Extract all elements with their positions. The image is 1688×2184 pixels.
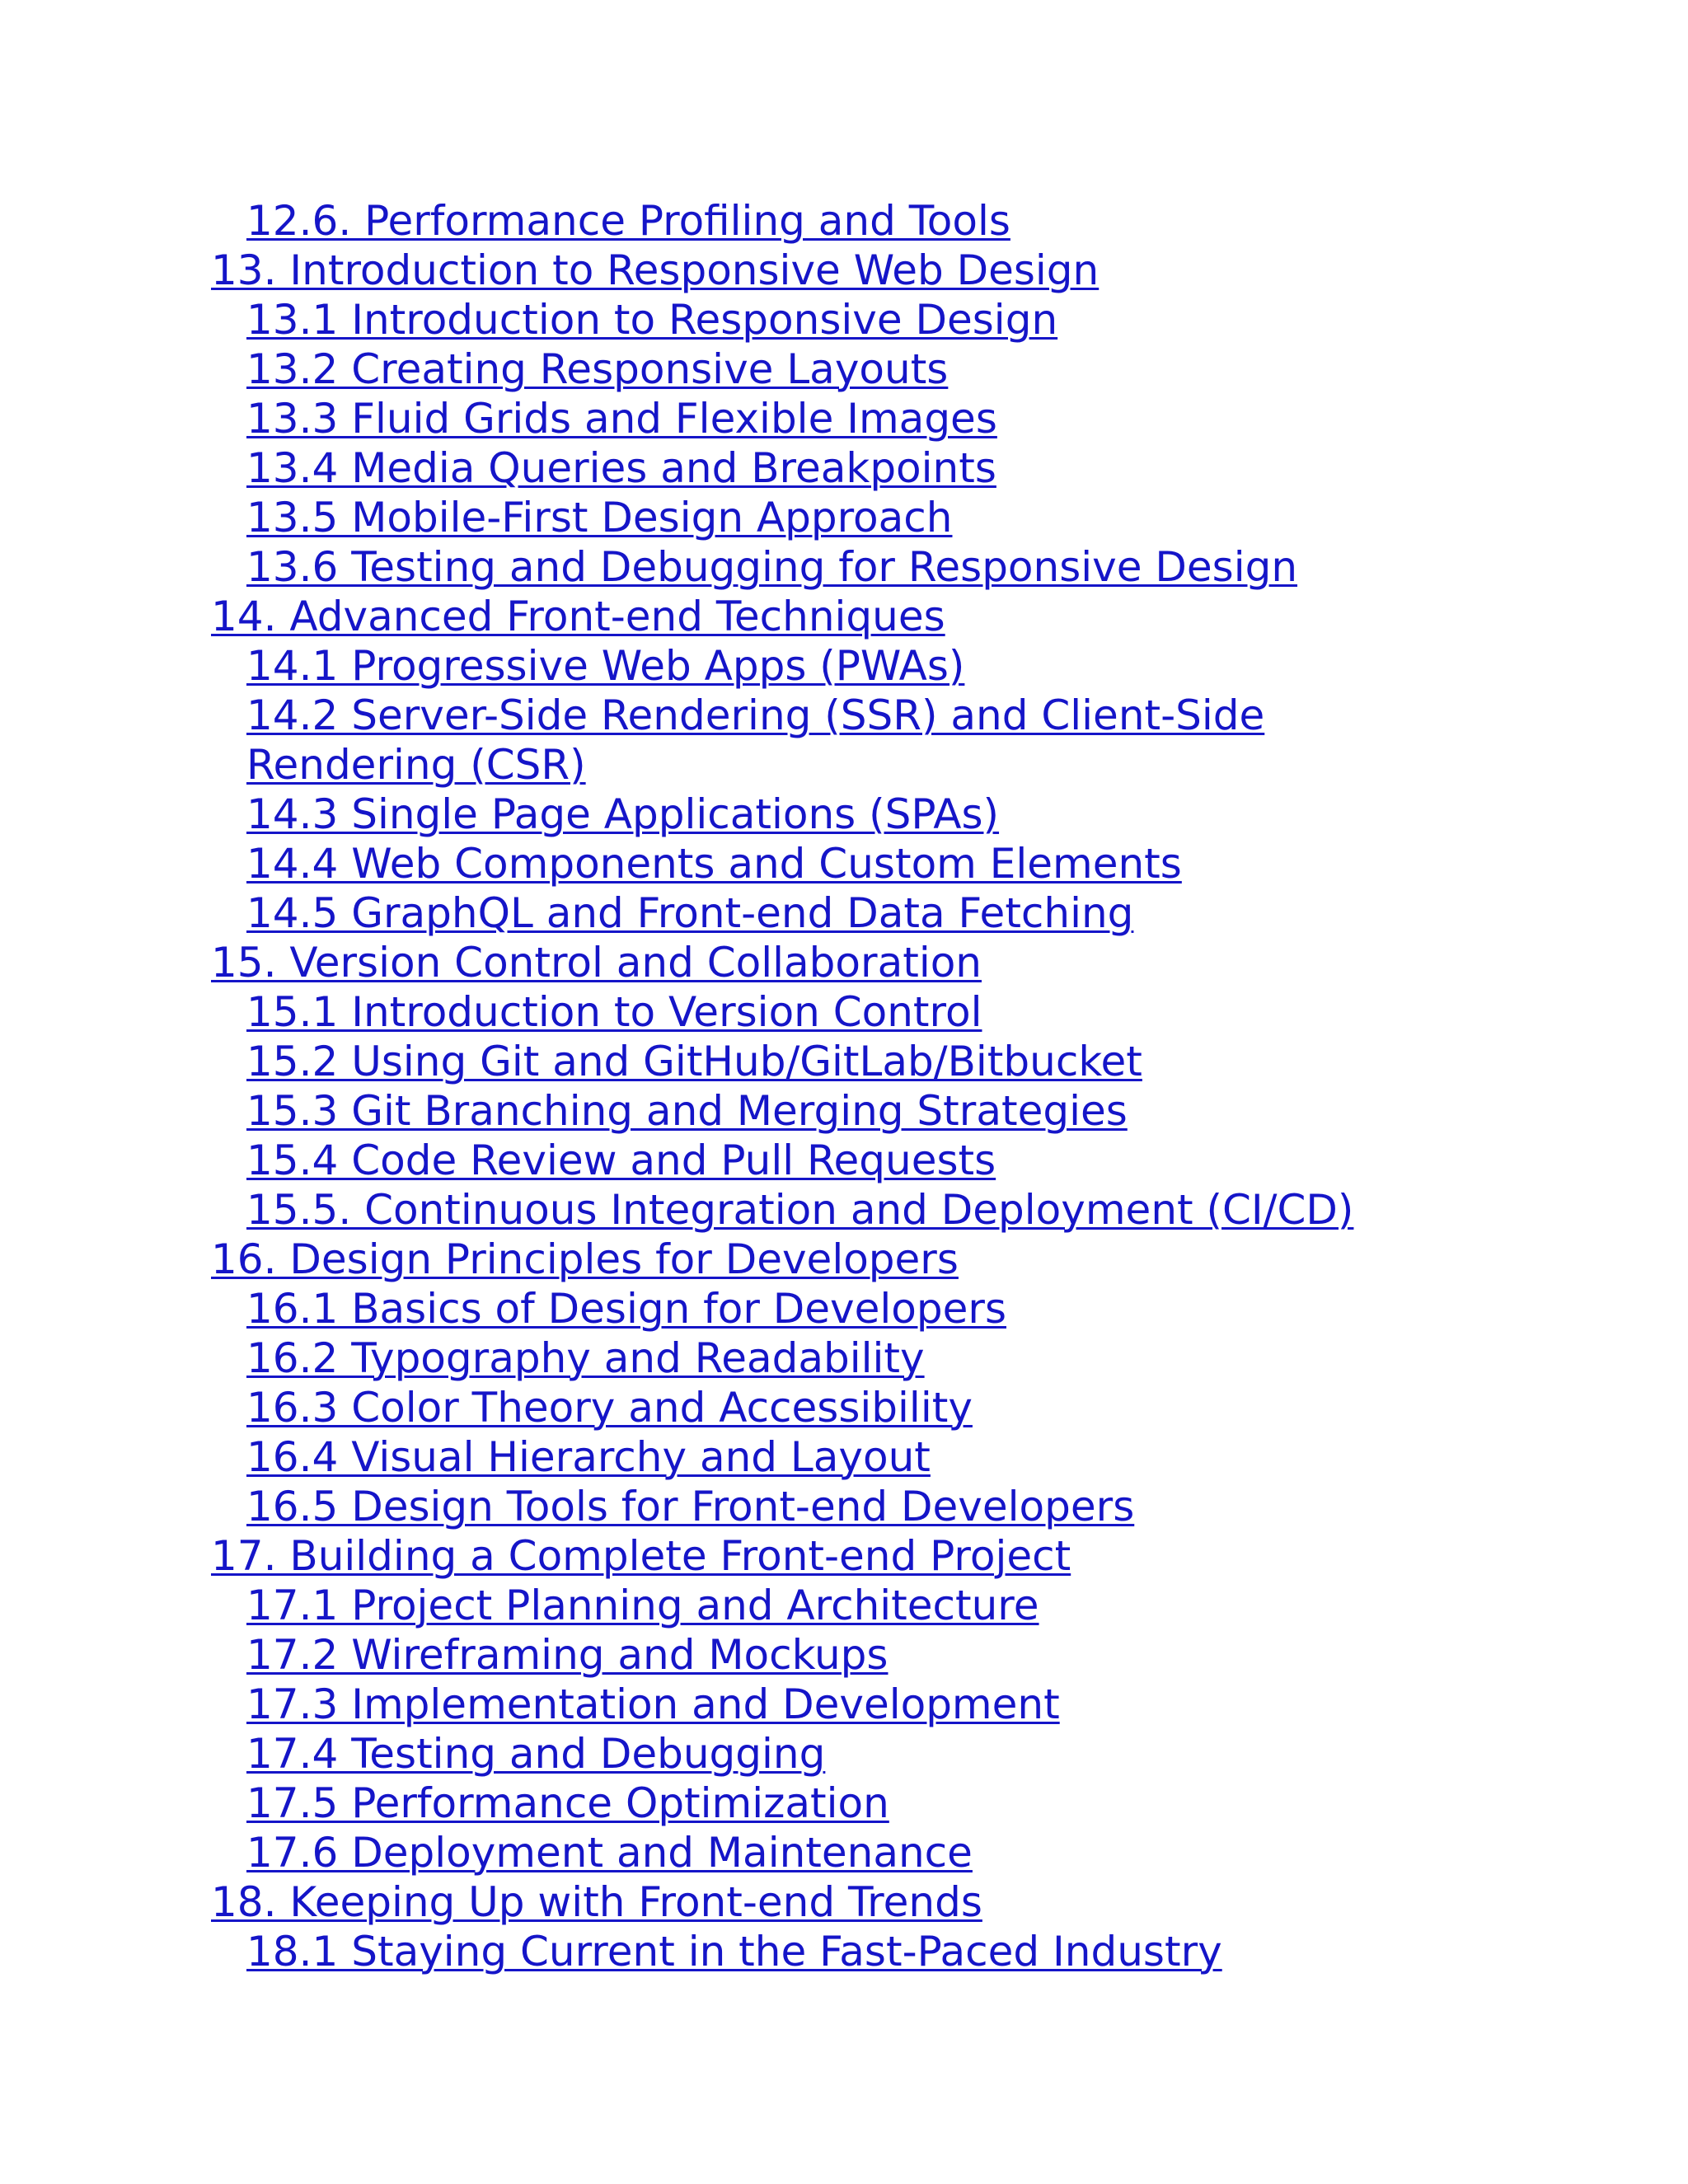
toc-link[interactable]: 17.2 Wireframing and Mockups bbox=[246, 1631, 889, 1679]
toc-link[interactable]: 14.3 Single Page Applications (SPAs) bbox=[246, 790, 1000, 838]
toc-entry bbox=[211, 1828, 1497, 1877]
toc-link[interactable]: 12.6. Performance Profiling and Tools bbox=[246, 197, 1010, 245]
toc-link[interactable]: 17.3 Implementation and Development bbox=[246, 1680, 1060, 1728]
toc-link[interactable]: 13.5 Mobile-First Design Approach bbox=[246, 494, 953, 541]
toc-link[interactable]: 17.6 Deployment and Maintenance bbox=[246, 1829, 973, 1877]
toc-chapter-link[interactable]: 13. Introduction to Responsive Web Design bbox=[211, 246, 1100, 294]
toc-entry bbox=[211, 790, 1497, 839]
toc-chapter bbox=[211, 246, 1497, 295]
toc-link[interactable]: 13.3 Fluid Grids and Flexible Images bbox=[246, 395, 997, 443]
toc-link[interactable]: 14.2 Server-Side Rendering (SSR) and Client-Side Rendering (CSR) bbox=[246, 691, 1265, 789]
toc-entry bbox=[211, 1383, 1497, 1432]
toc-chapter bbox=[211, 1531, 1497, 1581]
toc-entry bbox=[211, 839, 1497, 888]
toc-link[interactable]: 13.6 Testing and Debugging for Responsive Design bbox=[246, 543, 1298, 591]
toc-link[interactable]: 16.2 Typography and Readability bbox=[246, 1334, 925, 1382]
toc-chapter-link[interactable]: 16. Design Principles for Developers bbox=[211, 1235, 959, 1283]
toc-entry bbox=[211, 295, 1497, 344]
toc-link[interactable]: 17.4 Testing and Debugging bbox=[246, 1730, 826, 1778]
toc-entry bbox=[211, 1482, 1497, 1531]
toc-link[interactable]: 14.5 GraphQL and Front-end Data Fetching bbox=[246, 889, 1134, 937]
toc-chapter-link[interactable]: 17. Building a Complete Front-end Project bbox=[211, 1532, 1071, 1580]
toc-link[interactable]: 16.5 Design Tools for Front-end Developers bbox=[246, 1483, 1135, 1530]
toc-entry bbox=[211, 1630, 1497, 1680]
toc-entry bbox=[211, 1927, 1497, 1976]
toc-link[interactable]: 14.4 Web Components and Custom Elements bbox=[246, 840, 1182, 888]
toc-entry bbox=[211, 888, 1497, 938]
toc-entry bbox=[211, 344, 1497, 394]
toc-link[interactable]: 15.1 Introduction to Version Control bbox=[246, 988, 982, 1036]
toc-link[interactable]: 15.5. Continuous Integration and Deployment (CI/CD) bbox=[246, 1186, 1354, 1234]
toc-link[interactable]: 17.5 Performance Optimization bbox=[246, 1779, 889, 1827]
toc-entry bbox=[211, 691, 1318, 790]
toc-entry bbox=[211, 641, 1497, 691]
toc-entry bbox=[211, 1086, 1497, 1136]
toc-chapter bbox=[211, 1877, 1497, 1927]
toc-entry bbox=[211, 1284, 1497, 1333]
toc-entry bbox=[211, 394, 1497, 443]
toc-entry bbox=[211, 1432, 1497, 1482]
toc-link[interactable]: 14.1 Progressive Web Apps (PWAs) bbox=[246, 642, 965, 690]
toc-link[interactable]: 15.4 Code Review and Pull Requests bbox=[246, 1137, 996, 1184]
toc-entry bbox=[211, 493, 1497, 542]
toc-entry bbox=[211, 1729, 1497, 1779]
toc-entry bbox=[211, 1333, 1497, 1383]
toc-link[interactable]: 16.3 Color Theory and Accessibility bbox=[246, 1384, 973, 1432]
toc-entry bbox=[211, 1185, 1497, 1235]
toc-link[interactable]: 18.1 Staying Current in the Fast-Paced Industry bbox=[246, 1928, 1222, 1975]
toc-entry bbox=[211, 196, 1497, 246]
toc-chapter-link[interactable]: 18. Keeping Up with Front-end Trends bbox=[211, 1878, 982, 1926]
toc-link[interactable]: 16.4 Visual Hierarchy and Layout bbox=[246, 1433, 931, 1481]
toc-link[interactable]: 13.1 Introduction to Responsive Design bbox=[246, 296, 1058, 344]
toc-entry bbox=[211, 1136, 1497, 1185]
toc-link[interactable]: 13.4 Media Queries and Breakpoints bbox=[246, 444, 996, 492]
toc-link[interactable]: 16.1 Basics of Design for Developers bbox=[246, 1285, 1006, 1333]
toc-entry bbox=[211, 987, 1497, 1037]
toc-chapter bbox=[211, 1235, 1497, 1284]
toc-entry bbox=[211, 542, 1497, 592]
toc-link[interactable]: 13.2 Creating Responsive Layouts bbox=[246, 345, 949, 393]
toc-chapter-link[interactable]: 14. Advanced Front-end Techniques bbox=[211, 593, 945, 640]
toc-entry bbox=[211, 1680, 1497, 1729]
table-of-contents bbox=[211, 196, 1497, 1976]
toc-chapter bbox=[211, 938, 1497, 987]
toc-entry bbox=[211, 1581, 1497, 1630]
toc-entry bbox=[211, 443, 1497, 493]
toc-chapter-link[interactable]: 15. Version Control and Collaboration bbox=[211, 939, 982, 987]
toc-entry bbox=[211, 1779, 1497, 1828]
toc-link[interactable]: 15.2 Using Git and GitHub/GitLab/Bitbucket bbox=[246, 1038, 1142, 1085]
toc-link[interactable]: 17.1 Project Planning and Architecture bbox=[246, 1582, 1039, 1629]
toc-link[interactable]: 15.3 Git Branching and Merging Strategies bbox=[246, 1087, 1128, 1135]
toc-chapter bbox=[211, 592, 1497, 641]
toc-entry bbox=[211, 1037, 1497, 1086]
